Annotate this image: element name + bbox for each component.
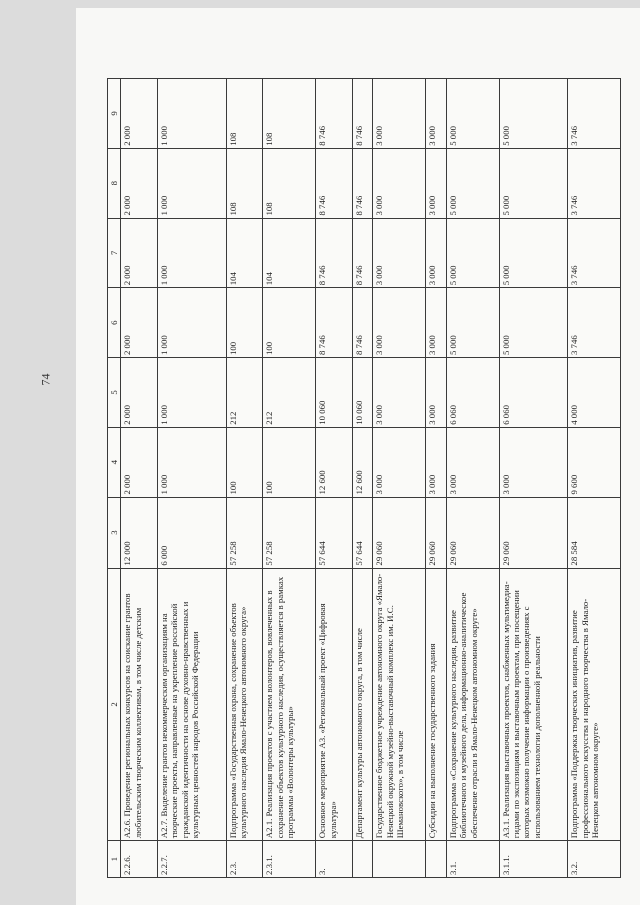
value-cell: 3 746 xyxy=(568,148,621,218)
row-name: Подпрограмма «Государственная охрана, сохранение объектов культурного наследия Ямало-Ненецкого автономного округа» xyxy=(226,568,263,841)
value-cell: 212 xyxy=(263,358,316,428)
value-cell: 6 060 xyxy=(499,358,568,428)
value-cell: 1 000 xyxy=(158,148,227,218)
row-code: 2.2.6. xyxy=(121,841,158,878)
value-cell: 100 xyxy=(226,288,263,358)
value-cell: 5 000 xyxy=(446,218,499,288)
row-code: 2.3. xyxy=(226,841,263,878)
column-header: 4 xyxy=(108,427,121,497)
value-cell: 5 000 xyxy=(499,148,568,218)
column-header: 8 xyxy=(108,148,121,218)
value-cell: 8 746 xyxy=(352,218,373,288)
row-code: 3. xyxy=(316,841,353,878)
value-cell: 2 000 xyxy=(121,427,158,497)
value-cell: 8 746 xyxy=(316,288,353,358)
value-cell: 2 000 xyxy=(121,358,158,428)
value-cell: 108 xyxy=(226,148,263,218)
value-cell: 1 000 xyxy=(158,358,227,428)
value-cell: 8 746 xyxy=(316,79,353,149)
row-name: Подпрограмма «Сохранение культурного наследия, развитие библиотечного и музейного дела, информационно-аналитическое обеспечение отрасли в Ямало-Ненецком автономном округе» xyxy=(446,568,499,841)
value-cell: 12 000 xyxy=(121,497,158,568)
column-header: 5 xyxy=(108,358,121,428)
value-cell: 2 000 xyxy=(121,218,158,288)
row-code: 3.2. xyxy=(568,841,621,878)
row-code: 2.2.7. xyxy=(158,841,227,878)
value-cell: 9 600 xyxy=(568,427,621,497)
row-name: Субсидии на выполнение государственного задания xyxy=(426,568,447,841)
value-cell: 3 000 xyxy=(446,427,499,497)
value-cell: 6 060 xyxy=(446,358,499,428)
value-cell: 6 000 xyxy=(158,497,227,568)
value-cell: 8 746 xyxy=(352,148,373,218)
row-code xyxy=(426,841,447,878)
value-cell: 8 746 xyxy=(352,288,373,358)
value-cell: 108 xyxy=(263,148,316,218)
value-cell: 104 xyxy=(263,218,316,288)
value-cell: 10 060 xyxy=(352,358,373,428)
value-cell: 3 000 xyxy=(373,358,426,428)
value-cell: 57 644 xyxy=(352,497,373,568)
value-cell: 8 746 xyxy=(352,79,373,149)
value-cell: 3 000 xyxy=(373,218,426,288)
table-row xyxy=(226,79,263,878)
table-row xyxy=(568,79,621,878)
value-cell: 3 000 xyxy=(373,427,426,497)
column-header: 9 xyxy=(108,79,121,149)
value-cell: 3 746 xyxy=(568,288,621,358)
value-cell: 5 000 xyxy=(499,79,568,149)
value-cell: 108 xyxy=(226,79,263,149)
value-cell: 5 000 xyxy=(499,218,568,288)
value-cell: 212 xyxy=(226,358,263,428)
value-cell: 57 258 xyxy=(226,497,263,568)
value-cell: 3 000 xyxy=(426,148,447,218)
value-cell: 3 746 xyxy=(568,218,621,288)
column-header: 1 xyxy=(108,841,121,878)
page-number: 74 xyxy=(38,373,53,386)
value-cell: 4 000 xyxy=(568,358,621,428)
row-name: А2.7. Выделение грантов некоммерческим организациям на творческие проекты, направленные на укрепление российской гражданской идентичности на основе духовно-нравственных и культурных ценностей народов Российской Федерации xyxy=(158,568,227,841)
column-header: 6 xyxy=(108,288,121,358)
value-cell: 100 xyxy=(263,288,316,358)
column-header: 7 xyxy=(108,218,121,288)
value-cell: 5 000 xyxy=(446,79,499,149)
value-cell: 1 000 xyxy=(158,427,227,497)
row-name: Государственное бюджетное учреждение автономного округа «Ямало-Ненецкий окружной музейно-выставочный комплекс им. И.С. Шемановского», в том числе xyxy=(373,568,426,841)
row-code: 3.1. xyxy=(446,841,499,878)
value-cell: 8 746 xyxy=(316,148,353,218)
value-cell: 104 xyxy=(226,218,263,288)
value-cell: 2 000 xyxy=(121,79,158,149)
value-cell: 3 000 xyxy=(426,427,447,497)
table-row xyxy=(352,79,373,878)
value-cell: 5 000 xyxy=(446,288,499,358)
column-header: 3 xyxy=(108,497,121,568)
row-code xyxy=(373,841,426,878)
table-row xyxy=(499,79,568,878)
value-cell: 1 000 xyxy=(158,288,227,358)
value-cell: 1 000 xyxy=(158,79,227,149)
value-cell: 3 746 xyxy=(568,79,621,149)
table-row xyxy=(426,79,447,878)
row-name: А3.1. Реализация выставочных проектов, снабженных мультимедиа-гидами по экспозициям и выставочным проектам, при посещении которых возможно получение информации о произведениях с использованием технологии дополненной реальности xyxy=(499,568,568,841)
value-cell: 10 060 xyxy=(316,358,353,428)
value-cell: 57 644 xyxy=(316,497,353,568)
value-cell: 1 000 xyxy=(158,218,227,288)
value-cell: 2 000 xyxy=(121,288,158,358)
value-cell: 3 000 xyxy=(373,148,426,218)
row-name: Основное мероприятие А3. «Региональный проект «Цифровая культура» xyxy=(316,568,353,841)
value-cell: 29 060 xyxy=(426,497,447,568)
value-cell: 3 000 xyxy=(426,288,447,358)
table-row xyxy=(263,79,316,878)
value-cell: 5 000 xyxy=(446,148,499,218)
value-cell: 12 600 xyxy=(352,427,373,497)
row-code xyxy=(352,841,373,878)
row-name: А2.6. Проведение региональных конкурсов на соискание грантов любительским творческим коллективам, в том числе детским xyxy=(121,568,158,841)
budget-table xyxy=(107,78,621,878)
table-row xyxy=(158,79,227,878)
value-cell: 3 000 xyxy=(373,79,426,149)
row-name: Департамент культуры автономного округа, в том числе xyxy=(352,568,373,841)
row-name: Подпрограмма «Поддержка творческих инициатив, развитие профессионального искусства и народного творчества в Ямало-Ненецком автономном округе» xyxy=(568,568,621,841)
value-cell: 100 xyxy=(263,427,316,497)
table-row xyxy=(373,79,426,878)
row-name: А2.1. Реализация проектов с участием волонтеров, вовлеченных в сохранение объектов культурного наследия, осуществляется в рамках программы «Волонтеры культуры» xyxy=(263,568,316,841)
table-row xyxy=(121,79,158,878)
value-cell: 3 000 xyxy=(426,358,447,428)
value-cell: 108 xyxy=(263,79,316,149)
value-cell: 100 xyxy=(226,427,263,497)
value-cell: 5 000 xyxy=(499,288,568,358)
row-code: 2.3.1. xyxy=(263,841,316,878)
table-row xyxy=(446,79,499,878)
value-cell: 29 060 xyxy=(446,497,499,568)
value-cell: 3 000 xyxy=(426,218,447,288)
value-cell: 29 060 xyxy=(499,497,568,568)
table-row xyxy=(316,79,353,878)
value-cell: 8 746 xyxy=(316,218,353,288)
value-cell: 28 584 xyxy=(568,497,621,568)
column-header: 2 xyxy=(108,568,121,841)
value-cell: 3 000 xyxy=(373,288,426,358)
value-cell: 3 000 xyxy=(426,79,447,149)
value-cell: 2 000 xyxy=(121,148,158,218)
table-header-row xyxy=(108,79,121,878)
value-cell: 12 600 xyxy=(316,427,353,497)
value-cell: 29 060 xyxy=(373,497,426,568)
row-code: 3.1.1. xyxy=(499,841,568,878)
value-cell: 57 258 xyxy=(263,497,316,568)
value-cell: 3 000 xyxy=(499,427,568,497)
